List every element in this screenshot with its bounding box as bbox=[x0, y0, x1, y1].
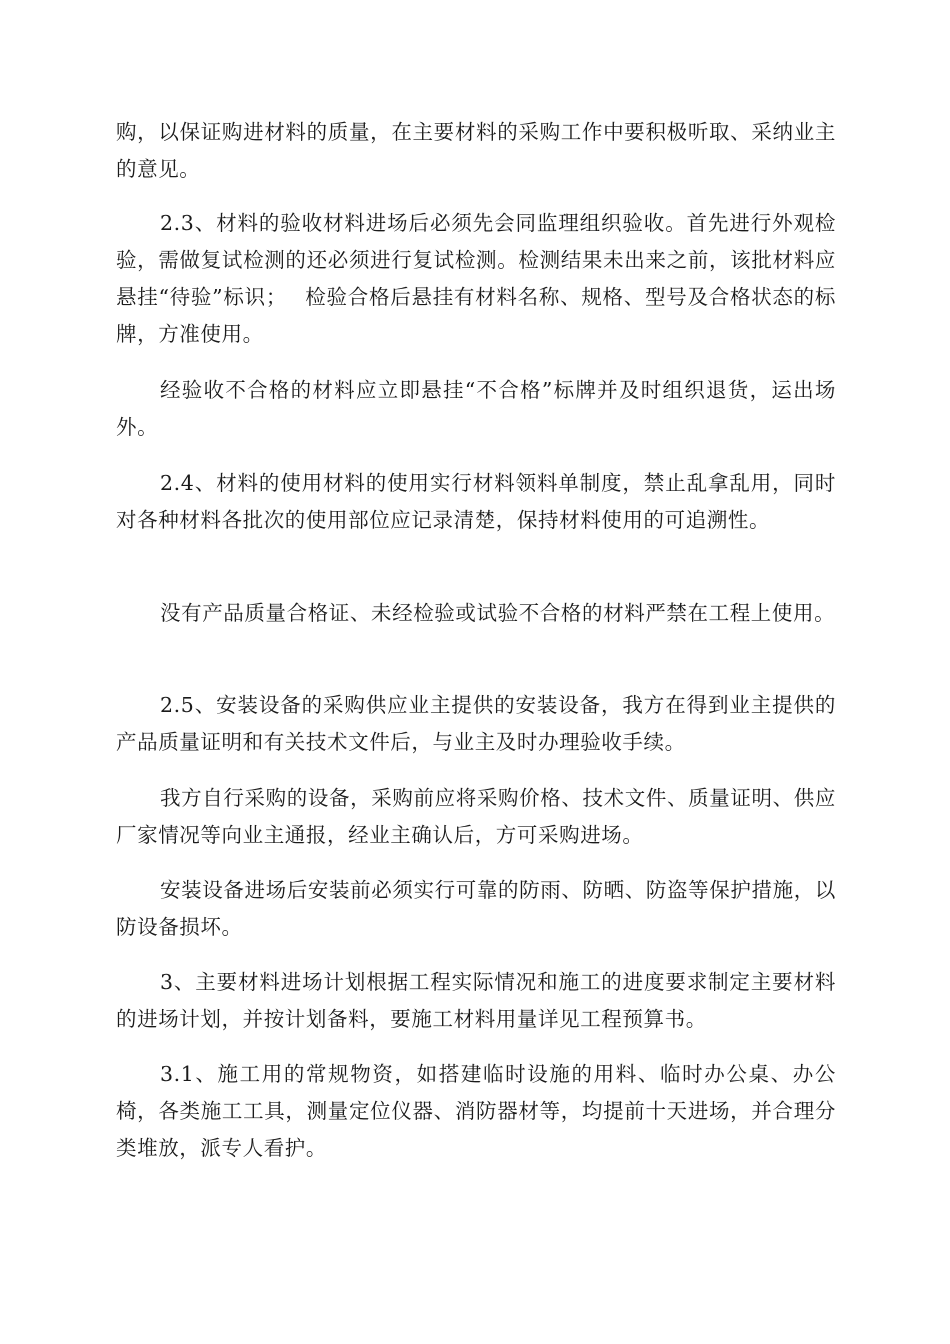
paragraph-5: 没有产品质量合格证、未经检验或试验不合格的材料严禁在工程上使用。 bbox=[160, 601, 836, 625]
paragraph-4: 2.4、材料的使用材料的使用实行材料领料单制度，禁止乱拿乱用，同时对各种材料各批次的使用部位应记录清楚，保持材料使用的可追溯性。 bbox=[116, 471, 836, 532]
paragraph-8: 安装设备进场后安装前必须实行可靠的防雨、防晒、防盗等保护措施，以防设备损坏。 bbox=[116, 878, 836, 939]
paragraph-6: 2.5、安装设备的采购供应业主提供的安装设备，我方在得到业主提供的产品质量证明和有关技术文件后，与业主及时办理验收手续。 bbox=[116, 693, 836, 754]
paragraph-2: 2.3、材料的验收材料进场后必须先会同监理组织验收。首先进行外观检验，需做复试检测的还必须进行复试检测。检测结果未出来之前，该批材料应悬挂“待验”标识； 检验合格后悬挂有材料名称、规格、型号及合格状态的标牌，方准使用。 bbox=[116, 211, 836, 346]
paragraph-7: 我方自行采购的设备，采购前应将采购价格、技术文件、质量证明、供应厂家情况等向业主通报，经业主确认后，方可采购进场。 bbox=[116, 786, 836, 847]
paragraph-3: 经验收不合格的材料应立即悬挂“不合格”标牌并及时组织退货，运出场外。 bbox=[116, 378, 836, 439]
paragraph-10: 3.1、施工用的常规物资，如搭建临时设施的用料、临时办公桌、办公椅，各类施工工具，测量定位仪器、消防器材等，均提前十天进场，并合理分类堆放，派专人看护。 bbox=[116, 1062, 836, 1160]
paragraph-1: 购，以保证购进材料的质量，在主要材料的采购工作中要积极听取、采纳业主的意见。 bbox=[116, 120, 836, 181]
paragraph-9: 3、主要材料进场计划根据工程实际情况和施工的进度要求制定主要材料的进场计划，并按计划备料，要施工材料用量详见工程预算书。 bbox=[116, 970, 836, 1031]
